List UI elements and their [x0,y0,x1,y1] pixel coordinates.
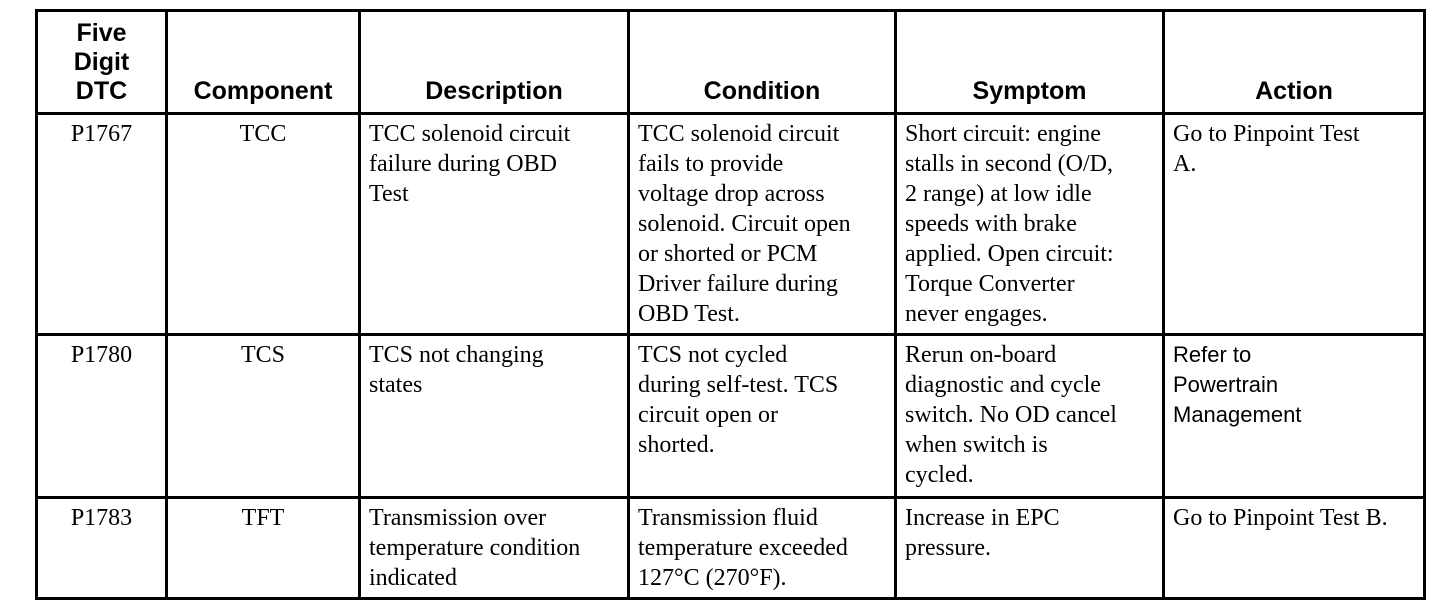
cell-dtc: P1780 [37,335,167,498]
cell-condition: TCS not cycled during self-test. TCS circuit open or shorted. [629,335,896,498]
cell-description: TCS not changing states [360,335,629,498]
cell-symptom: Short circuit: engine stalls in second (O/D, 2 range) at low idle speeds with brake applied. Open circuit: Torque Converter never engages. [896,114,1164,335]
table-row [37,498,1425,599]
table-row [37,114,1425,335]
cell-dtc: P1783 [37,498,167,599]
table-row [37,335,1425,498]
table-header-row [37,11,1425,114]
dtc-table-page [35,9,1423,597]
cell-component: TCS [167,335,360,498]
cell-description: Transmission over temperature condition indicated [360,498,629,599]
header-description: Description [360,11,629,114]
cell-action: Go to Pinpoint Test B. [1164,498,1425,599]
cell-symptom: Rerun on-board diagnostic and cycle switch. No OD cancel when switch is cycled. [896,335,1164,498]
cell-action: Go to Pinpoint Test A. [1164,114,1425,335]
header-dtc: Five Digit DTC [37,11,167,114]
dtc-table [35,9,1426,600]
header-component: Component [167,11,360,114]
cell-component: TFT [167,498,360,599]
cell-dtc: P1767 [37,114,167,335]
header-symptom: Symptom [896,11,1164,114]
header-action: Action [1164,11,1425,114]
cell-condition: Transmission fluid temperature exceeded 127°C (270°F). [629,498,896,599]
cell-action: Refer to Powertrain Management [1164,335,1425,498]
cell-description: TCC solenoid circuit failure during OBD Test [360,114,629,335]
header-condition: Condition [629,11,896,114]
cell-symptom: Increase in EPC pressure. [896,498,1164,599]
cell-component: TCC [167,114,360,335]
cell-condition: TCC solenoid circuit fails to provide voltage drop across solenoid. Circuit open or shorted or PCM Driver failure during OBD Test. [629,114,896,335]
